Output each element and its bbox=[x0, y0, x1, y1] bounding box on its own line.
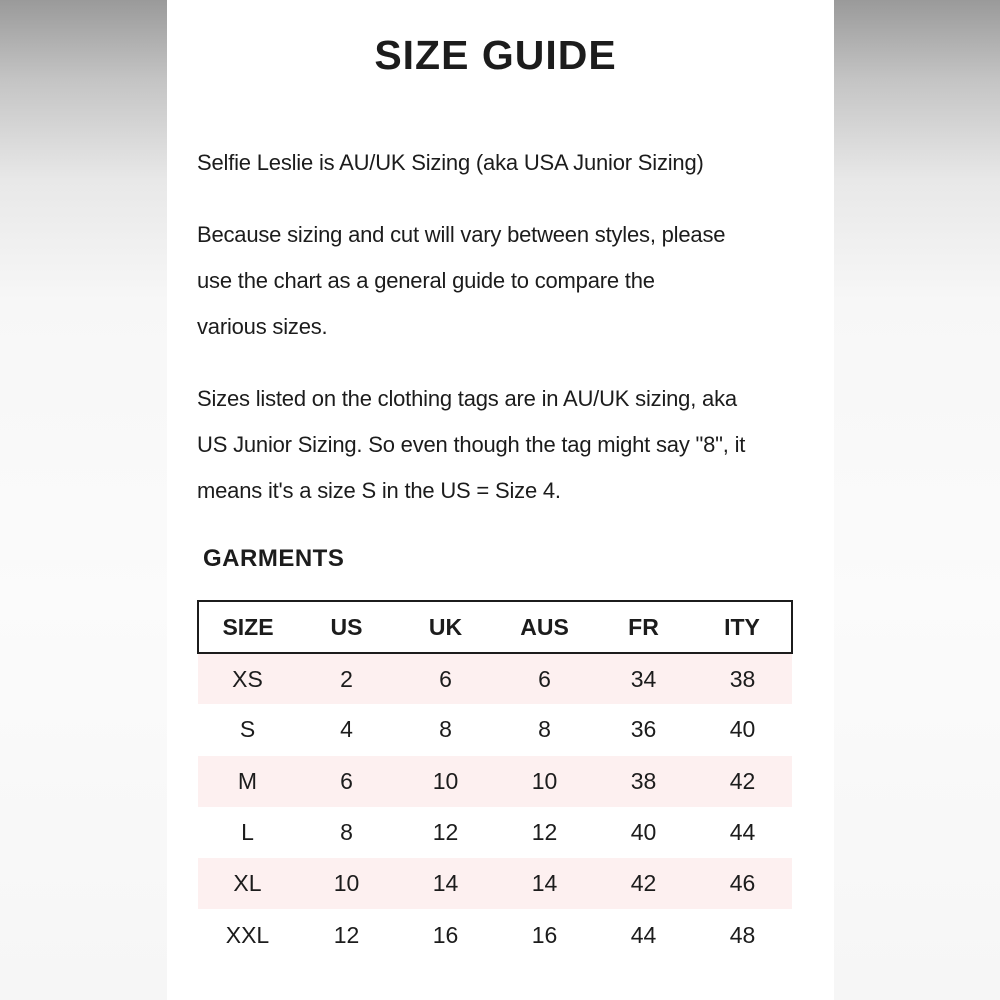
paragraph-line: Sizes listed on the clothing tags are in AU/UK sizing, aka bbox=[197, 386, 737, 411]
table-cell: 38 bbox=[729, 665, 756, 692]
table-cell: 16 bbox=[531, 921, 558, 948]
intro-paragraph-tag-sizing bbox=[197, 376, 797, 514]
table-cell: 2 bbox=[340, 665, 353, 692]
table-cell: 8 bbox=[439, 716, 452, 743]
table-row bbox=[198, 858, 792, 909]
paragraph-line: Because sizing and cut will vary between styles, please bbox=[197, 222, 726, 247]
table-cell: 8 bbox=[340, 819, 353, 846]
table-cell: XXL bbox=[225, 921, 270, 948]
page-title: SIZE GUIDE bbox=[374, 32, 617, 78]
table-row bbox=[198, 807, 792, 858]
table-cell: 38 bbox=[630, 767, 657, 794]
table-cell: XS bbox=[232, 665, 263, 692]
table-cell: S bbox=[239, 716, 256, 743]
column-header-us: US bbox=[297, 601, 396, 653]
table-cell: 6 bbox=[538, 665, 551, 692]
table-cell: 40 bbox=[630, 819, 657, 846]
table-cell: 4 bbox=[340, 716, 353, 743]
table-row bbox=[198, 909, 792, 960]
table-row bbox=[198, 756, 792, 807]
table-cell: 48 bbox=[729, 921, 756, 948]
intro-paragraph-sizing: Selfie Leslie is AU/UK Sizing (aka USA Junior Sizing) bbox=[197, 150, 704, 175]
size-guide-card bbox=[167, 0, 834, 1000]
table-cell: 10 bbox=[432, 767, 459, 794]
column-header-fr: FR bbox=[594, 601, 693, 653]
intro-paragraph-general-guide bbox=[197, 212, 797, 350]
table-cell: L bbox=[241, 819, 254, 846]
garments-size-table bbox=[197, 600, 793, 961]
column-header-size: SIZE bbox=[198, 601, 297, 653]
table-cell: 42 bbox=[630, 870, 657, 897]
paragraph-line: use the chart as a general guide to compare the bbox=[197, 268, 655, 293]
table-cell: 12 bbox=[432, 819, 459, 846]
table-cell: 44 bbox=[729, 819, 756, 846]
table-cell: 14 bbox=[432, 870, 459, 897]
table-cell: 44 bbox=[630, 921, 657, 948]
paragraph-line: means it's a size S in the US = Size 4. bbox=[197, 478, 561, 503]
table-cell: 16 bbox=[432, 921, 459, 948]
paragraph-line: US Junior Sizing. So even though the tag might say "8", it bbox=[197, 432, 746, 457]
column-header-uk: UK bbox=[396, 601, 495, 653]
table-cell: 10 bbox=[333, 870, 360, 897]
table-cell: 14 bbox=[531, 870, 558, 897]
table-cell: 42 bbox=[729, 767, 756, 794]
table-cell: M bbox=[237, 767, 258, 794]
table-cell: XL bbox=[233, 870, 262, 897]
garments-heading: GARMENTS bbox=[203, 545, 345, 572]
table-cell: 36 bbox=[630, 716, 657, 743]
table-cell: 46 bbox=[729, 870, 756, 897]
table-cell: 12 bbox=[531, 819, 558, 846]
column-header-ity: ITY bbox=[693, 601, 792, 653]
table-header-row bbox=[198, 601, 792, 653]
table-cell: 10 bbox=[531, 767, 558, 794]
table-row bbox=[198, 704, 792, 755]
paragraph-line: various sizes. bbox=[197, 314, 328, 339]
table-cell: 6 bbox=[439, 665, 452, 692]
table-cell: 8 bbox=[538, 716, 551, 743]
table-cell: 40 bbox=[729, 716, 756, 743]
column-header-aus: AUS bbox=[495, 601, 594, 653]
table-cell: 34 bbox=[630, 665, 657, 692]
table-cell: 12 bbox=[333, 921, 360, 948]
table-body bbox=[198, 653, 792, 961]
table-row bbox=[198, 653, 792, 704]
table-cell: 6 bbox=[340, 767, 353, 794]
